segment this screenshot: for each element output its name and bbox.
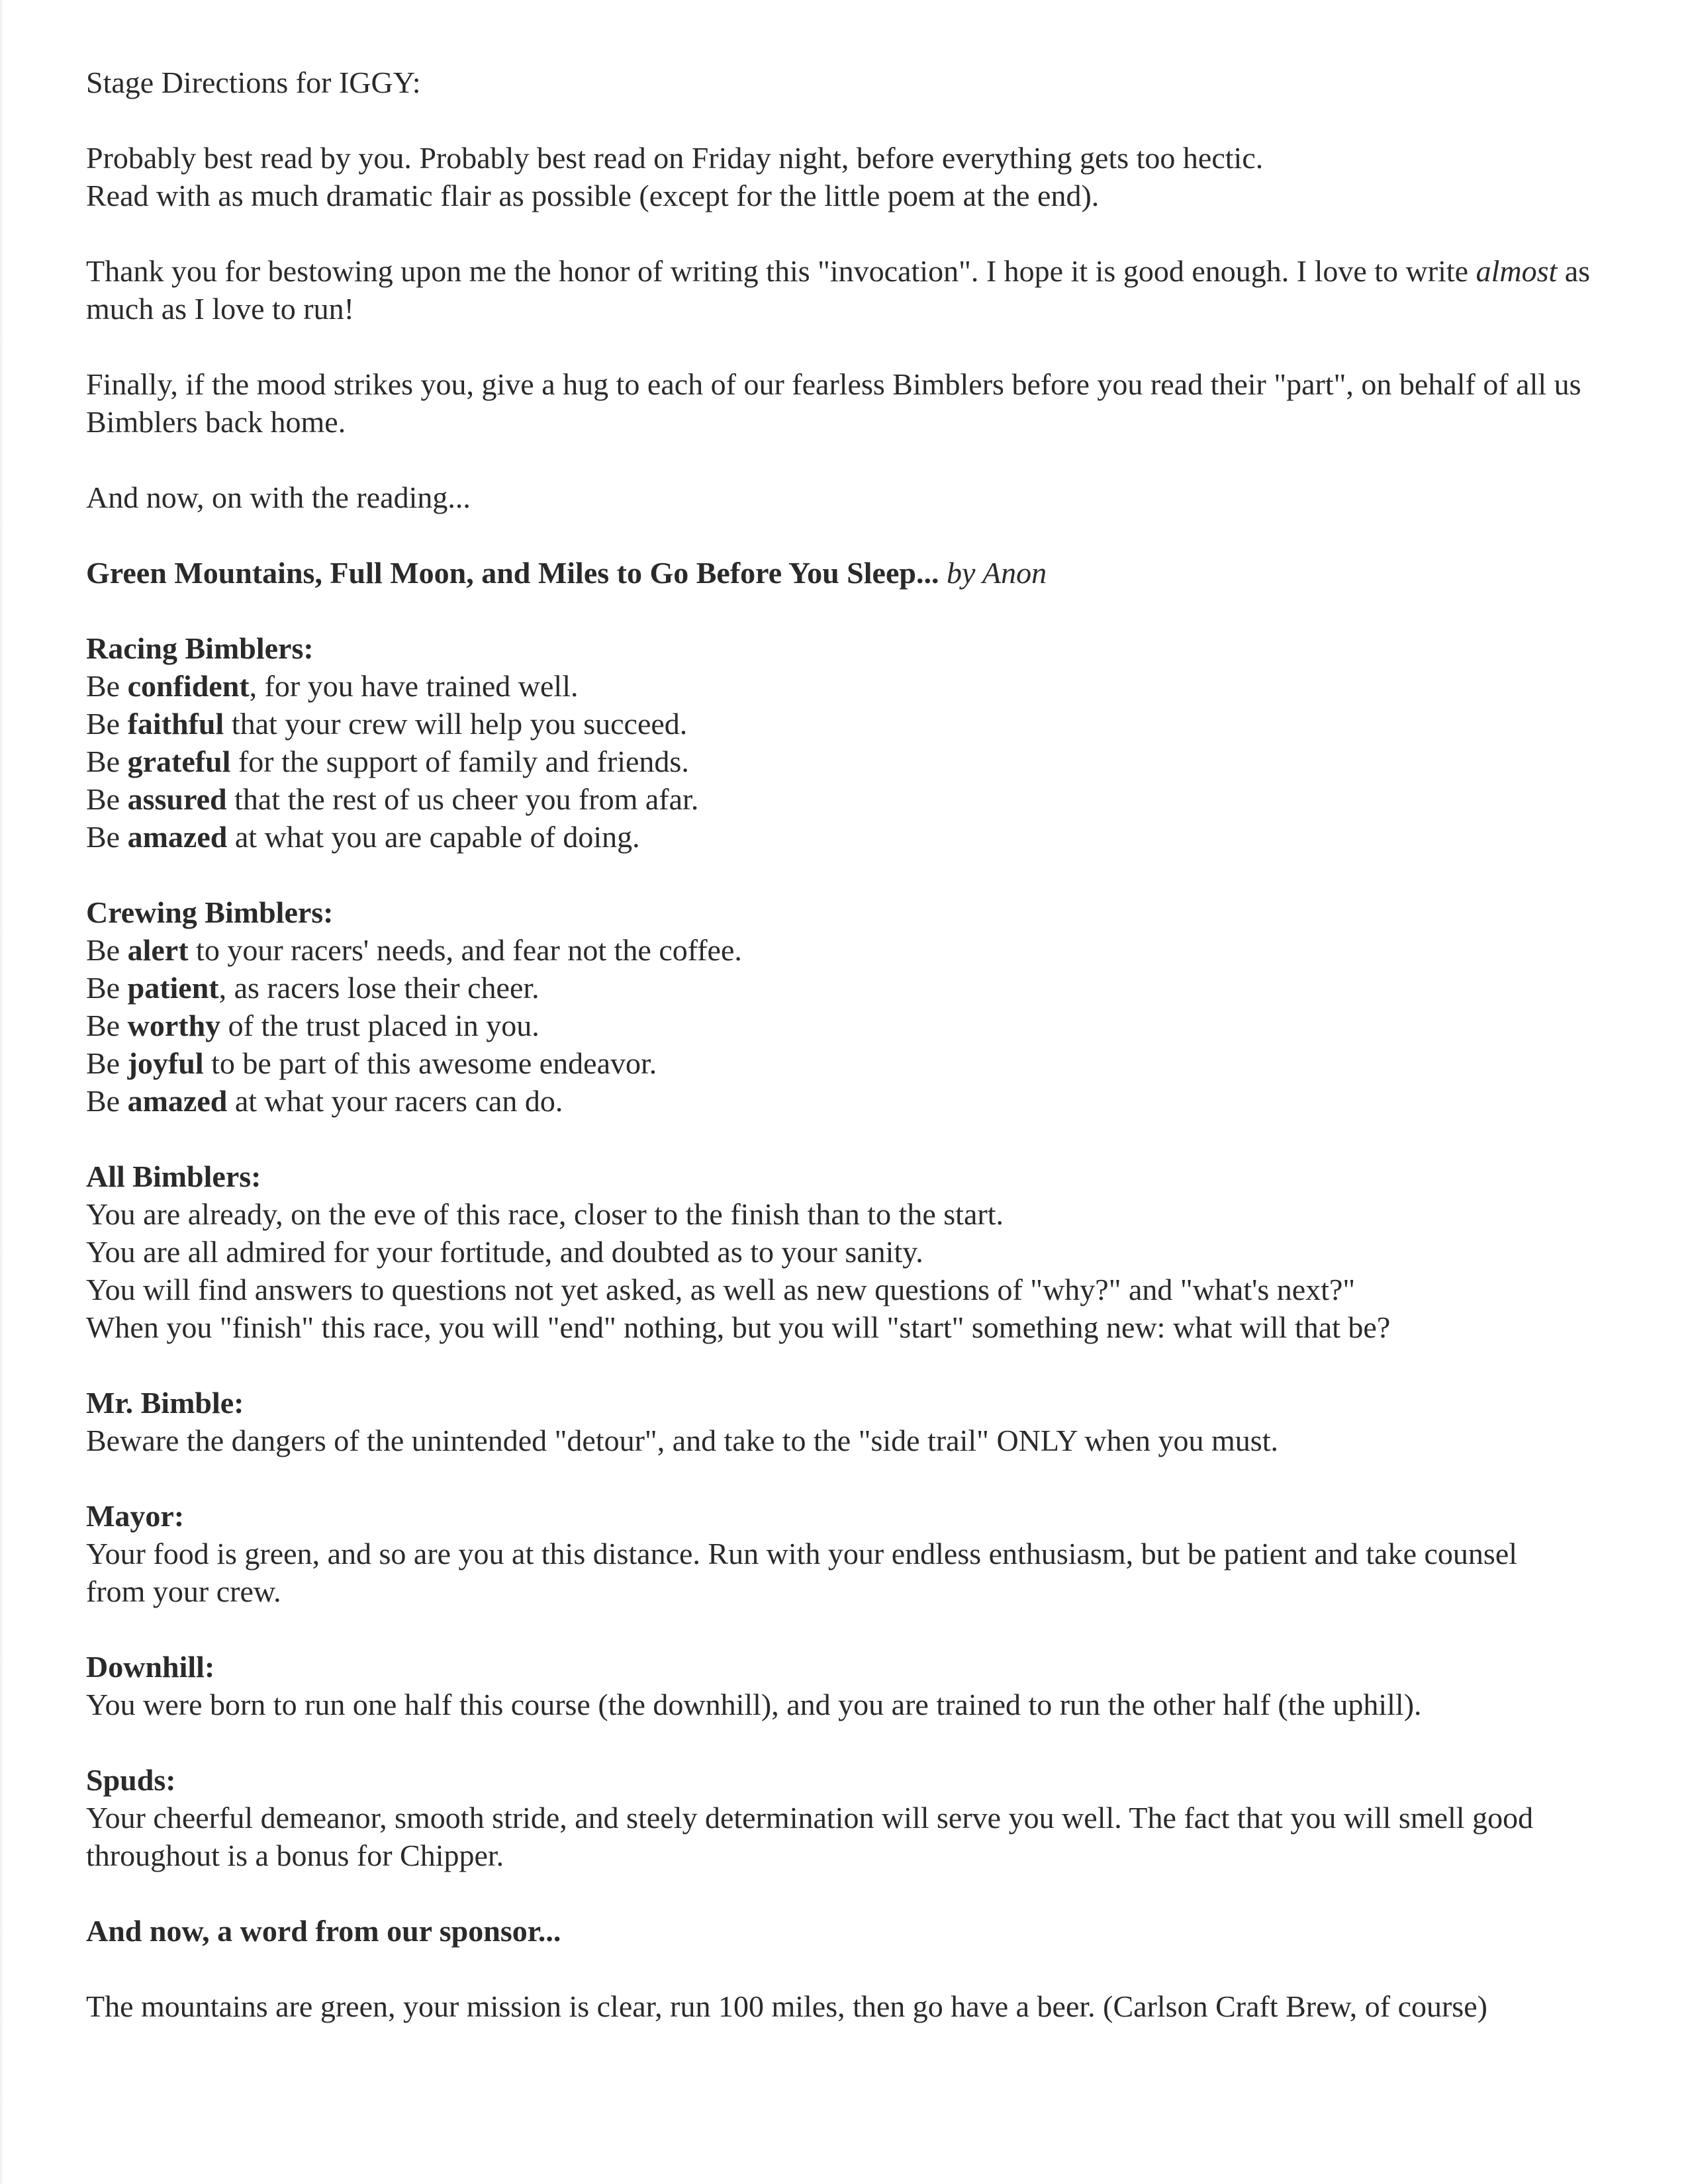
bimble-text: Beware the dangers of the unintended "detour", and take to the "side trail" ONLY when you must. (86, 1424, 1278, 1457)
stage-directions-title: Stage Directions for IGGY: (86, 66, 421, 99)
intro-p2-after: as much as I love to run! (86, 254, 1591, 326)
bimble-heading: Mr. Bimble: (86, 1386, 244, 1420)
spuds-text: Your cheerful demeanor, smooth stride, and steely determination will serve you well. The fact that you will smell good throughout is a bonus for Chipper. (86, 1801, 1534, 1872)
racing-line: Be assured that the rest of us cheer you from afar. (86, 782, 699, 816)
intro-p2-text: Thank you for bestowing upon me the honor of writing this "invocation". I hope it is good enough. I love to write (86, 254, 1469, 288)
crewing-heading: Crewing Bimblers: (86, 895, 334, 929)
racing-line: Be confident, for you have trained well. (86, 669, 579, 703)
downhill-heading: Downhill: (86, 1650, 215, 1684)
all-line: You are all admired for your fortitude, and doubted as to your sanity. (86, 1235, 923, 1269)
mayor-text: Your food is green, and so are you at this distance. Run with your endless enthusiasm, but be patient and take counsel from your crew. (86, 1537, 1518, 1608)
crewing-line: Be patient, as racers lose their cheer. (86, 971, 539, 1005)
spuds-heading: Spuds: (86, 1763, 176, 1797)
racing-line: Be grateful for the support of family and friends. (86, 745, 689, 778)
racing-line: Be amazed at what you are capable of doing. (86, 820, 640, 854)
all-line: When you "finish" this race, you will "end" nothing, but you will "start" something new: what will that be? (86, 1310, 1391, 1344)
downhill-section (86, 1648, 1609, 1723)
crewing-line: Be alert to your racers' needs, and fear not the coffee. (86, 933, 742, 967)
intro-paragraph-3: Finally, if the mood strikes you, give a hug to each of our fearless Bimblers before you read their "part", on behalf of all us Bimblers back home. (86, 367, 1581, 439)
crewing-line: Be joyful to be part of this awesome endeavor. (86, 1046, 657, 1080)
poem-title-text: Green Mountains, Full Moon, and Miles to Go Before You Sleep... (86, 556, 939, 590)
crewing-section (86, 893, 1609, 1120)
crewing-line: Be amazed at what your racers can do. (86, 1084, 563, 1118)
sponsor-heading: And now, a word from our sponsor... (86, 1914, 561, 1948)
sponsor-text: The mountains are green, your mission is clear, run 100 miles, then go have a beer. (Carlson Craft Brew, of course) (86, 1989, 1487, 2023)
intro-paragraph-1 (86, 139, 1609, 214)
spuds-section (86, 1761, 1609, 1874)
poem-title (86, 554, 1609, 592)
racing-line: Be faithful that your crew will help you succeed. (86, 707, 688, 741)
document-page (86, 64, 1609, 2025)
intro-line: Read with as much dramatic flair as possible (except for the little poem at the end). (86, 179, 1100, 212)
poem-byline: by Anon (939, 556, 1047, 590)
intro-paragraph-4: And now, on with the reading... (86, 480, 471, 514)
mayor-heading: Mayor: (86, 1499, 185, 1533)
crewing-line: Be worthy of the trust placed in you. (86, 1009, 539, 1042)
all-line: You are already, on the eve of this race, closer to the finish than to the start. (86, 1197, 1004, 1231)
all-heading: All Bimblers: (86, 1160, 261, 1193)
scan-edge (0, 0, 4, 2184)
all-line: You will find answers to questions not yet asked, as well as new questions of "why?" and "what's next?" (86, 1273, 1356, 1306)
all-section (86, 1158, 1609, 1346)
racing-heading: Racing Bimblers: (86, 631, 314, 665)
racing-section (86, 629, 1609, 856)
intro-paragraph-2 (86, 252, 1609, 328)
mayor-section (86, 1497, 1609, 1610)
sponsor-section (86, 1912, 1609, 2025)
bimble-section (86, 1384, 1609, 1459)
downhill-text: You were born to run one half this course (the downhill), and you are trained to run the other half (the uphill). (86, 1688, 1422, 1721)
intro-line: Probably best read by you. Probably best read on Friday night, before everything gets too hectic. (86, 141, 1264, 175)
intro-p2-italic: almost (1476, 254, 1558, 288)
